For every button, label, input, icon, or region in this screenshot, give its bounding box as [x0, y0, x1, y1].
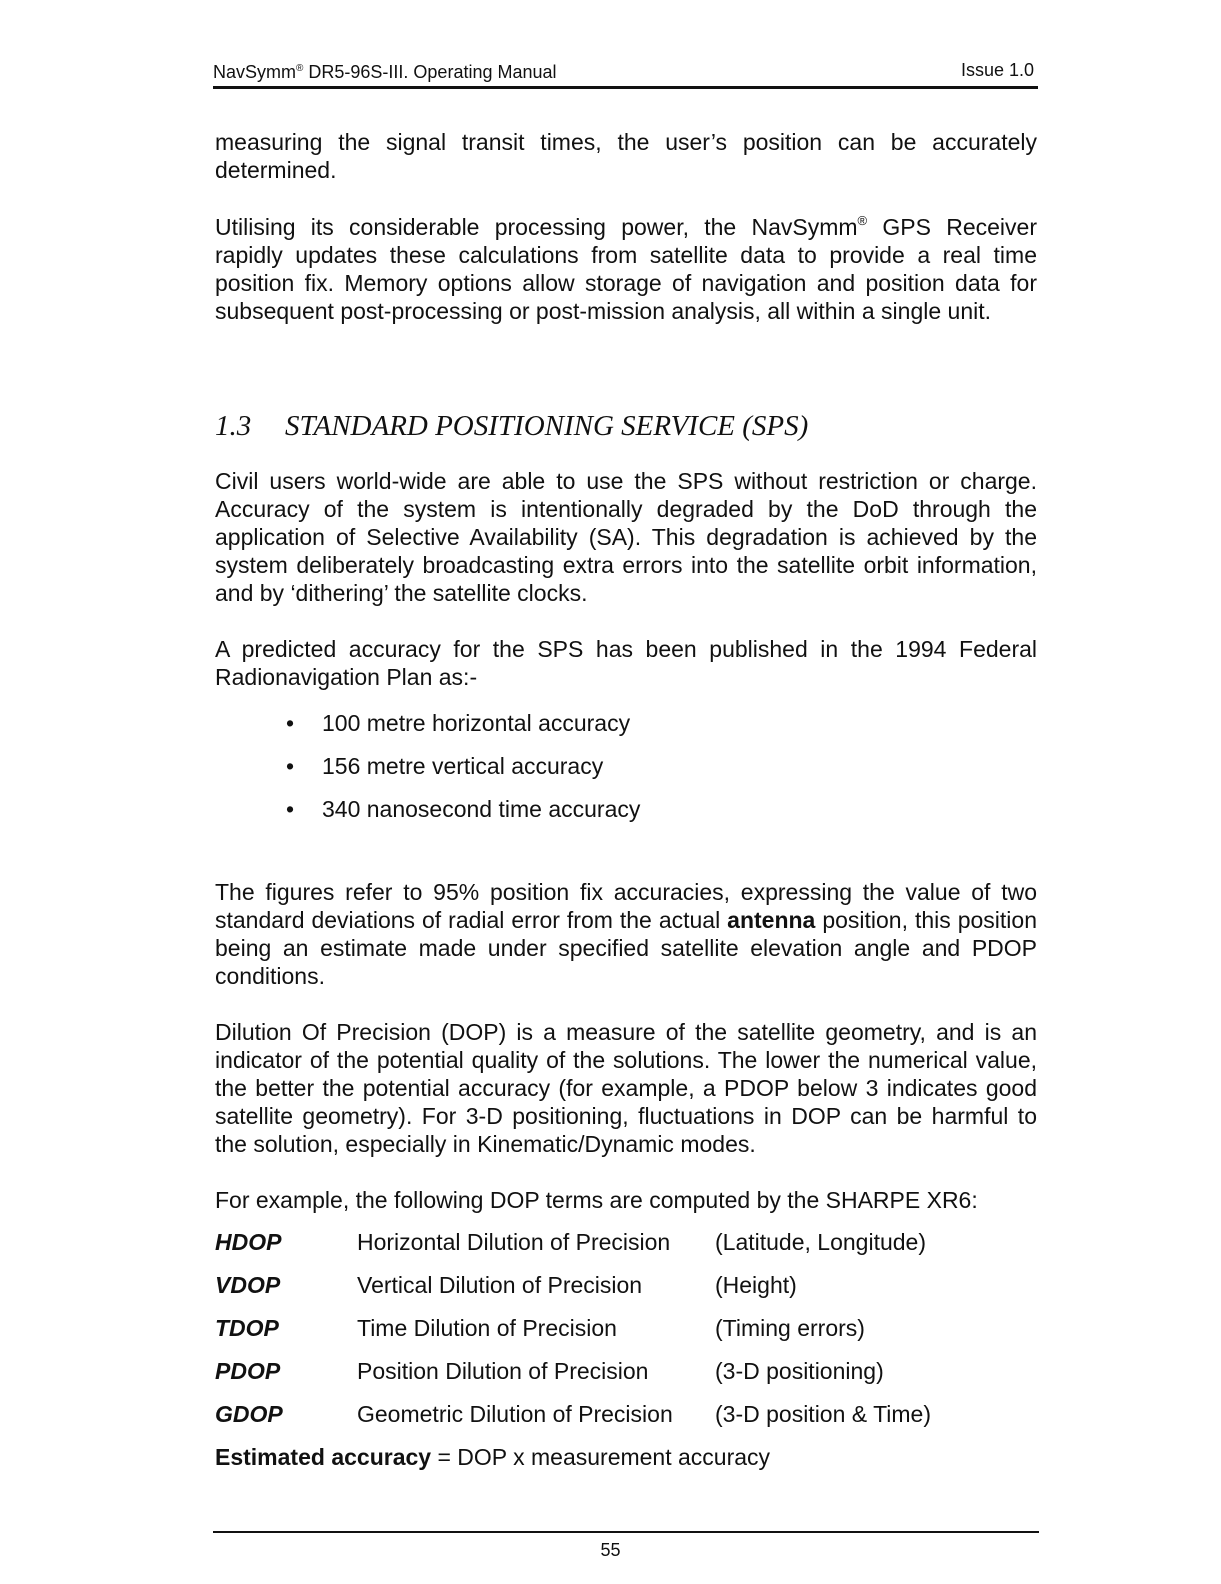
section-heading — [215, 409, 1037, 467]
header-brand: NavSymm — [213, 62, 297, 82]
footer-divider — [213, 1531, 1039, 1533]
dop-row — [215, 1400, 1037, 1443]
paragraph-dop: Dilution Of Precision (DOP) is a measure of the satellite geometry, and is an indicator of the potential quality of the solutions. The lower the numerical value, the better the potential accuracy (for example, a PDOP below 3 indicates good satellite geometry). For 3-D positioning, fluctuations in DOP can be harmful to the solution, especially in Kinematic/Dynamic modes. — [215, 1019, 1037, 1157]
list-item — [286, 795, 1037, 838]
list-item-text: 340 nanosecond time accuracy — [322, 796, 641, 822]
dop-description: Time Dilution of Precision — [357, 1315, 617, 1341]
dop-description: Position Dilution of Precision — [357, 1358, 649, 1384]
dop-description: Horizontal Dilution of Precision — [357, 1229, 671, 1255]
page-header — [213, 58, 1038, 89]
dop-term: PDOP — [215, 1358, 281, 1384]
list-item — [286, 752, 1037, 795]
paragraph-predicted-accuracy: A predicted accuracy for the SPS has been published in the 1994 Federal Radionavigation Plan as:- — [215, 636, 1037, 690]
p5-text-b: position, this position being an estimate made under specified satellite elevation angle and PDOP conditions. — [215, 907, 1037, 989]
p2-text-a: Utilising its considerable processing power, the NavSymm — [215, 214, 858, 240]
dop-note: (3-D position & Time) — [715, 1401, 932, 1427]
page-number: 55 — [600, 1540, 621, 1560]
p2-registered-mark: ® — [857, 213, 868, 228]
dop-term: GDOP — [215, 1401, 283, 1427]
paragraph-civil-users: Civil users world-wide are able to use the SPS without restriction or charge. Accuracy of the system is intentionally degraded by the DoD through the application of Selective Availability (SA). This degradation is achieved by the system deliberately broadcasting extra errors into the satellite orbit information, and by ‘dithering’ the satellite clocks. — [215, 468, 1037, 606]
dop-description: Vertical Dilution of Precision — [357, 1272, 643, 1298]
bullet-icon: • — [286, 796, 295, 822]
bullet-icon: • — [286, 753, 295, 779]
section-title: STANDARD POSITIONING SERVICE (SPS) — [285, 410, 809, 442]
accuracy-formula — [215, 1443, 1037, 1471]
paragraph-transit: measuring the signal transit times, the user’s position can be accurately determined. — [215, 129, 1037, 183]
page-content — [215, 128, 1037, 1471]
section-number: 1.3 — [215, 410, 252, 442]
dop-description: Geometric Dilution of Precision — [357, 1401, 673, 1427]
p2-text-b: GPS Receiver rapidly updates these calculations from satellite data to provide a real time position fix. Memory options allow storage of navigation and position data for subsequent post-processing or post-mission analysis, all within a single unit. — [215, 214, 1037, 324]
bullet-icon: • — [286, 710, 295, 736]
dop-term: VDOP — [215, 1272, 281, 1298]
formula-label: Estimated accuracy — [215, 1444, 432, 1470]
dop-note: (Height) — [715, 1272, 797, 1298]
header-title — [213, 62, 557, 83]
dop-term: HDOP — [215, 1229, 282, 1255]
dop-row — [215, 1271, 1037, 1314]
paragraph-figures — [215, 878, 1037, 990]
header-issue: Issue 1.0 — [960, 60, 1034, 80]
dop-note: (Timing errors) — [715, 1315, 865, 1341]
paragraph-example: For example, the following DOP terms are computed by the SHARPE XR6: — [215, 1187, 978, 1213]
dop-table — [215, 1228, 1037, 1443]
dop-note: (Latitude, Longitude) — [715, 1229, 926, 1255]
dop-term: TDOP — [215, 1315, 279, 1341]
formula-rest: = DOP x measurement accuracy — [431, 1444, 771, 1470]
p5-bold-antenna: antenna — [727, 907, 816, 933]
list-item-text: 156 metre vertical accuracy — [322, 753, 604, 779]
list-item-text: 100 metre horizontal accuracy — [322, 710, 631, 736]
list-item — [286, 709, 1037, 752]
p5-text-a: The figures refer to 95% position fix accuracies, expressing the value of two standard deviations of radial error from the actual — [215, 879, 1037, 933]
header-model: DR5-96S-III. Operating Manual — [303, 62, 557, 82]
dop-row — [215, 1357, 1037, 1400]
paragraph-processing — [215, 213, 1037, 325]
header-registered-mark: ® — [296, 63, 304, 74]
dop-row — [215, 1228, 1037, 1271]
dop-note: (3-D positioning) — [715, 1358, 884, 1384]
accuracy-list — [215, 709, 1037, 838]
dop-row — [215, 1314, 1037, 1357]
